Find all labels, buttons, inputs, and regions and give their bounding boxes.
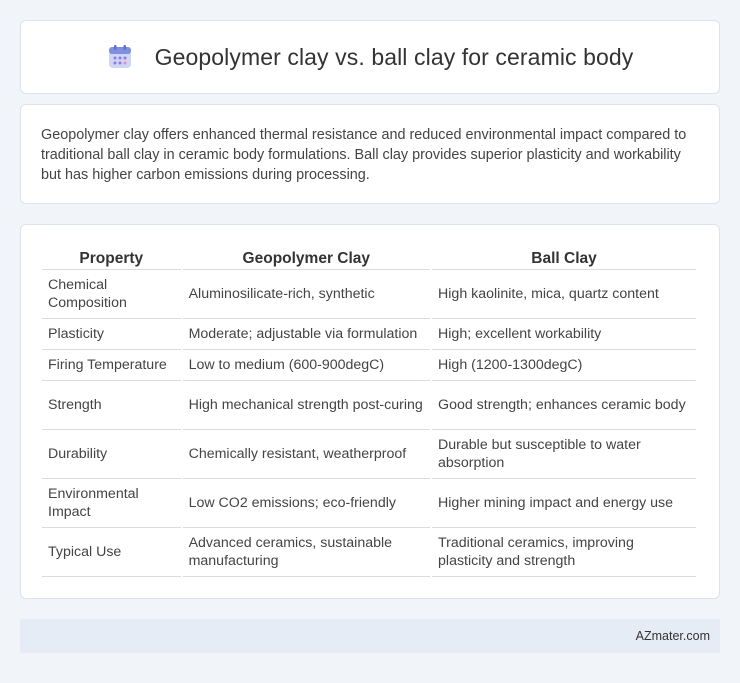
header-geopolymer-clay: Geopolymer Clay (183, 245, 430, 270)
summary-card (20, 104, 720, 204)
table-row (42, 528, 696, 577)
table-row (42, 319, 696, 350)
ball-clay-cell: High kaolinite, mica, quartz content (432, 270, 696, 319)
footer-brand[interactable]: AZmater.com (635, 629, 710, 643)
table-row (42, 381, 696, 430)
title-card (20, 20, 720, 94)
header-property: Property (42, 245, 181, 270)
table-row (42, 430, 696, 479)
ball-clay-cell: Higher mining impact and energy use (432, 479, 696, 528)
geopolymer-cell: Low to medium (600-900degC) (183, 350, 430, 381)
geopolymer-cell: Moderate; adjustable via formulation (183, 319, 430, 350)
table-row (42, 350, 696, 381)
property-cell: Durability (42, 430, 181, 479)
ball-clay-cell: Good strength; enhances ceramic body (432, 381, 696, 430)
geopolymer-cell: Advanced ceramics, sustainable manufacturing (183, 528, 430, 577)
geopolymer-cell: Low CO2 emissions; eco-friendly (183, 479, 430, 528)
property-cell: Typical Use (42, 528, 181, 577)
property-cell: Strength (42, 381, 181, 430)
ball-clay-cell: Durable but susceptible to water absorption (432, 430, 696, 479)
ball-clay-cell: Traditional ceramics, improving plasticity and strength (432, 528, 696, 577)
table-row (42, 479, 696, 528)
ball-clay-cell: High (1200-1300degC) (432, 350, 696, 381)
property-cell: Firing Temperature (42, 350, 181, 381)
geopolymer-cell: Chemically resistant, weatherproof (183, 430, 430, 479)
comparison-table-card (20, 224, 720, 599)
table-row (42, 270, 696, 319)
calendar-icon (107, 44, 133, 70)
property-cell: Environmental Impact (42, 479, 181, 528)
ball-clay-cell: High; excellent workability (432, 319, 696, 350)
geopolymer-cell: High mechanical strength post-curing (183, 381, 430, 430)
property-cell: Chemical Composition (42, 270, 181, 319)
header-ball-clay: Ball Clay (432, 245, 696, 270)
property-cell: Plasticity (42, 319, 181, 350)
summary-text: Geopolymer clay offers enhanced thermal resistance and reduced environmental impact compared to traditional ball clay in ceramic body formulations. Ball clay provides superior plasticity and workability but has higher carbon emissions during processing. (41, 127, 687, 183)
geopolymer-cell: Aluminosilicate-rich, synthetic (183, 270, 430, 319)
page-title: Geopolymer clay vs. ball clay for ceramic body (154, 43, 634, 70)
comparison-table (40, 245, 698, 577)
footer (20, 619, 720, 653)
